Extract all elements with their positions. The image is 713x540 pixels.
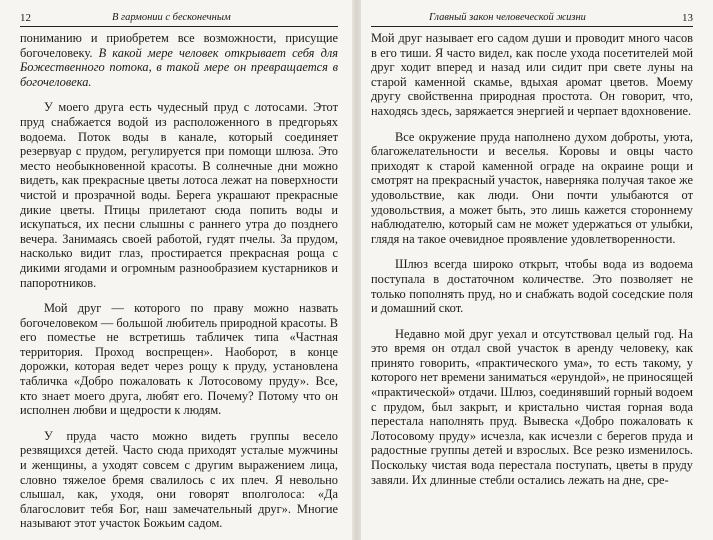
left-page-number: 12 [20,12,31,24]
left-paragraph-1-emphasis: В какой мере человек открывает себя для Божественного потока, в такой мере он превращается в богочеловека. [20,45,338,89]
left-paragraph-1 [20,31,338,89]
right-paragraph-4: Недавно мой друг уехал и отсутствовал целый год. На это время он отдал свой участок в аренду человеку, как принято говорить, «практического ума», то есть такому, у которого нет времени заниматься «ерундой», не приносящей «практической» отдачи. Шлюз, соединявший горный водоем с прудом, был закрыт, и кристально чистая горная вода перестала наполнять пруд. Вывеска «Добро пожаловать к Лотосовому пруду» исчезла, как исчезли с берегов пруда и радостные группы детей и взрослых. Все резко изменилось. Поскольку чистая вода перестала поступать, цветы в пруду завяли. Их длинные стебли остались лежать на дне, сре- [371,326,693,487]
right-running-title: Главный закон человеческой жизни [429,12,586,23]
right-paragraph-2: Все окружение пруда наполнено духом доброты, уюта, благожелательности и веселья. Коровы и овцы часто приходят к старой каменной ограде на окраине рощи и смотрят на прекрасный участок, наверняка получая такое же удовольствие, как люди. Они почти улыбаются от удовольствия, а может быть, это лишь кажется стороннему наблюдателю, который сам не может удержаться от улыбки, глядя на такое очевидное проявление удовлетворенности. [371,129,693,246]
right-page-text [371,31,693,487]
left-running-title: В гармонии с бесконечным [112,12,231,23]
right-paragraph-1: Мой друг называет его садом души и проводит много часов в его тиши. Я часто видел, как после ухода посетителей мой друг ходит вперед и назад или сидит при свете луны на старой каменной скамье, вдыхая аромат цветов. Моему другу свойственна природная простота. Он говорит, что, находясь здесь, заряжается энергией и черпает вдохновение. [371,31,693,118]
left-paragraph-1-text: пониманию и приобретем все возможности, присущие богочеловеку. [20,31,338,60]
left-paragraph-4: У пруда часто можно видеть группы весело резвящихся детей. Часто сюда приходят усталые мужчины и женщины, а уходят совсем с другим выражением лица, словно тяжелое бремя свалилось с их плеч. Я невольно слышал, как, уходя, они говорят вполголоса: «Да благословит тебя Бог, наш замечательный друг». Многие называют этот участок Божьим садом. [20,428,338,531]
right-page-header [371,10,693,27]
right-page [361,0,713,540]
left-page [0,0,352,540]
left-page-header [20,10,338,27]
book-gutter [352,0,361,540]
right-paragraph-3: Шлюз всегда широко открыт, чтобы вода из водоема поступала в достаточном количестве. Это позволяет не только пополнять пруд, но и снабжать водой соседские поля и домашний скот. [371,257,693,316]
left-paragraph-3: Мой друг — которого по праву можно назвать богочеловеком — большой любитель природной красоты. В его поместье не встретишь табличек типа «Частная территория. Проход воспрещен». Наоборот, в конце дорожки, которая ведет через рощу к пруду, установлена табличка «Добро пожаловать к Лотосовому пруду». Все, кто знает моего друга, любят его. Почему? Потому что он исполнен любви и щедрости к людям. [20,301,338,418]
right-page-number: 13 [682,12,693,24]
left-page-text [20,31,338,531]
left-paragraph-2: У моего друга есть чудесный пруд с лотосами. Этот пруд снабжается водой из расположенного в предгорьях водоема. Поток воды в канале, который соединяет резервуар с прудом, регулируется при помощи шлюза. Это место необыкновенной красоты. В солнечные дни можно видеть, как прекрасные цветы лотоса лежат на поверхности чистой и прозрачной воды. Берега украшают прекрасные дикие цветы. Птицы прилетают сюда попить воды и искупаться, их песни слышны с раннего утра до позднего вечера. Занимаясь своей работой, гудят пчелы. За прудом, насколько видит глаз, простирается прекрасная роща с дикими ягодами и огромным разнообразием кустарников и папоротников. [20,100,338,290]
